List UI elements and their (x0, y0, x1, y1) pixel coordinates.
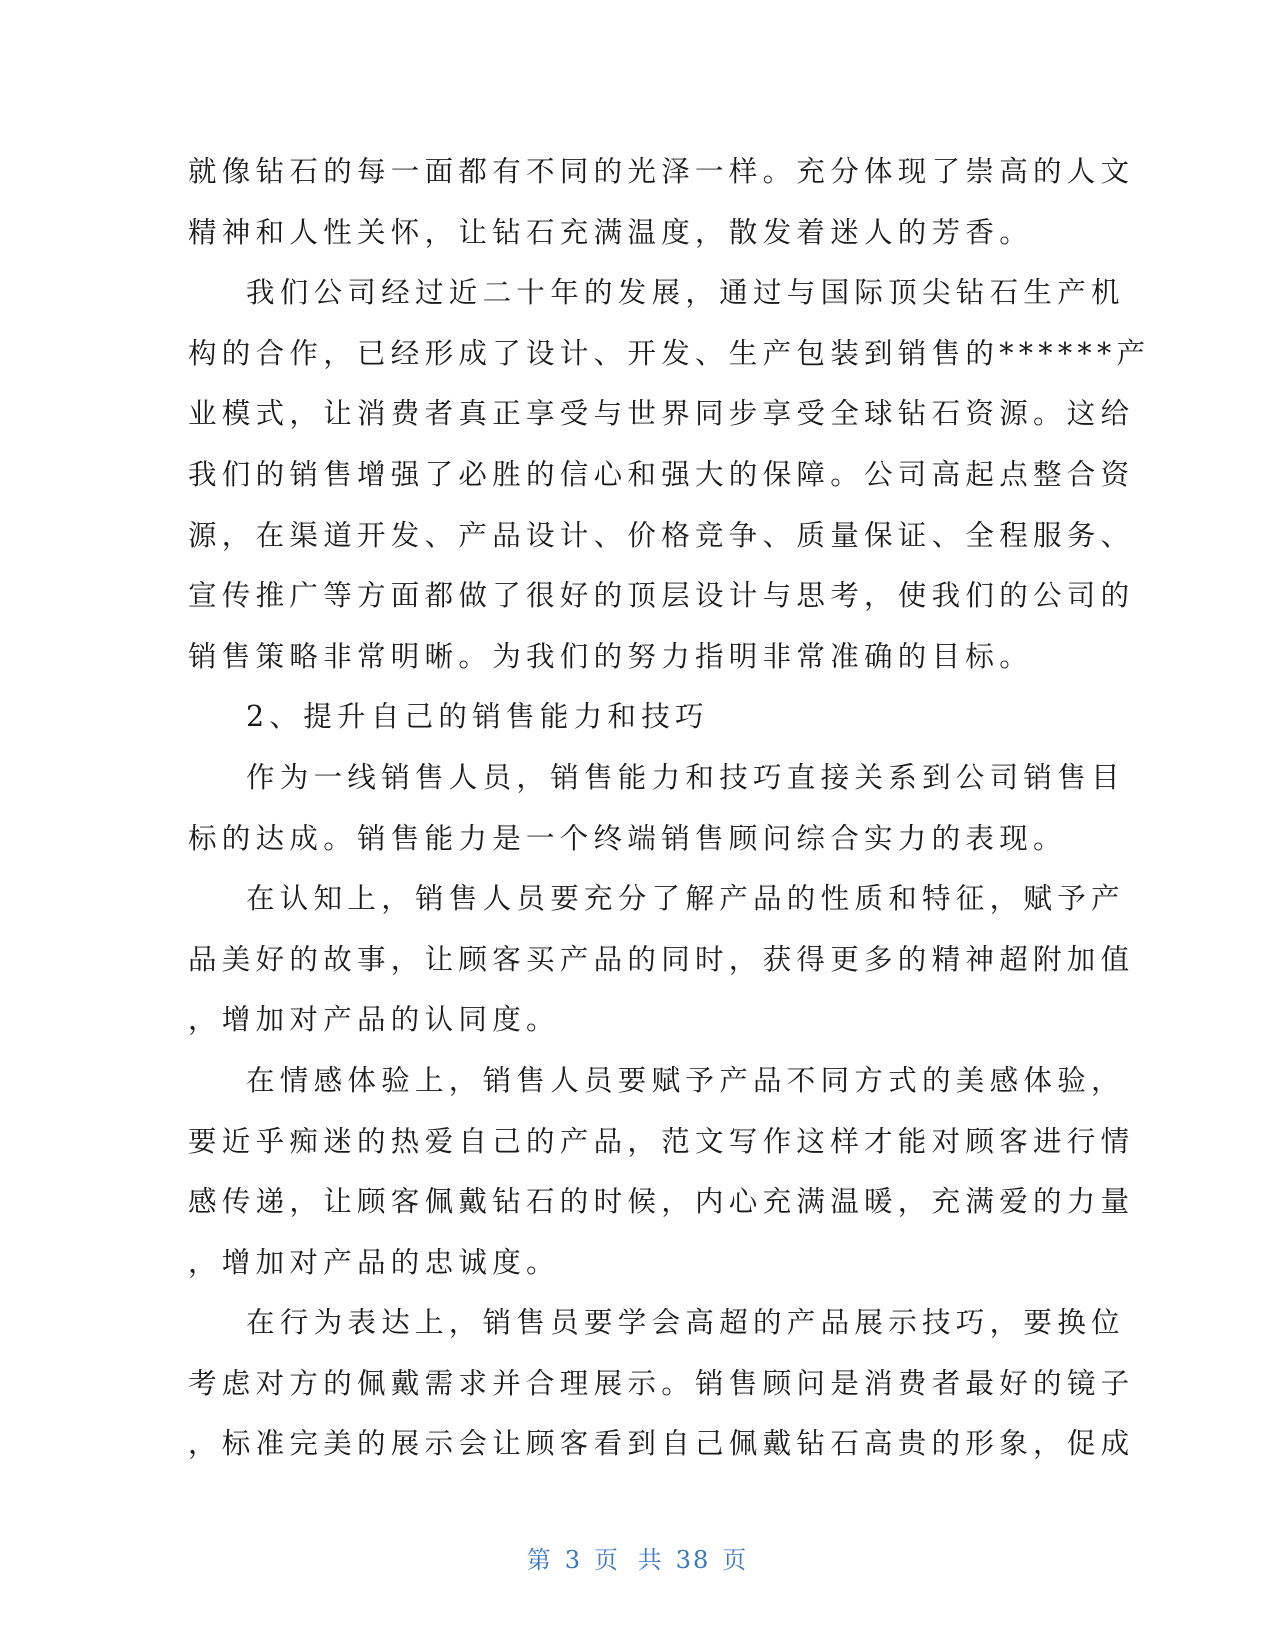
page-footer (0, 1540, 1275, 1575)
total-page-count: 38 (675, 1546, 711, 1574)
text-line: 构的合作，已经形成了设计、开发、生产包装到销售的******产 (188, 336, 1151, 370)
footer-suffix: 页 (722, 1546, 749, 1574)
text-line: 品美好的故事，让顾客买产品的同时，获得更多的精神超附加值 (188, 942, 1135, 976)
text-line: 2、提升自己的销售能力和技巧 (246, 700, 709, 734)
text-line: 精神和人性关怀，让钻石充满温度，散发着迷人的芳香。 (188, 215, 1034, 249)
text-line: 要近乎痴迷的热爱自己的产品，范文写作这样才能对顾客进行情 (188, 1124, 1135, 1158)
text-line: ，增加对产品的忠诚度。 (188, 1245, 560, 1279)
text-line: 源，在渠道开发、产品设计、价格竞争、质量保证、全程服务、 (188, 518, 1135, 552)
text-line: 感传递，让顾客佩戴钻石的时候，内心充满温暖，充满爱的力量 (188, 1185, 1135, 1219)
text-line: 业模式，让消费者真正享受与世界同步享受全球钻石资源。这给 (188, 397, 1135, 431)
footer-prefix: 第 (526, 1546, 553, 1574)
text-line: 宣传推广等方面都做了很好的顶层设计与思考，使我们的公司的 (188, 579, 1135, 613)
text-line: 在行为表达上，销售员要学会高超的产品展示技巧，要换位 (246, 1306, 1125, 1340)
text-line: 我们公司经过近二十年的发展，通过与国际顶尖钻石生产机 (246, 276, 1125, 310)
text-line: 我们的销售增强了必胜的信心和强大的保障。公司高起点整合资 (188, 457, 1135, 491)
text-line: 在情感体验上，销售人员要赋予产品不同方式的美感体验， (246, 1063, 1125, 1097)
text-line: 考虑对方的佩戴需求并合理展示。销售顾问是消费者最好的镜子 (188, 1366, 1135, 1400)
text-line: 销售策略非常明晰。为我们的努力指明非常准确的目标。 (188, 639, 1034, 673)
text-line: 标的达成。销售能力是一个终端销售顾问综合实力的表现。 (188, 821, 1067, 855)
document-body (188, 142, 1151, 1475)
text-line: 在认知上，销售人员要充分了解产品的性质和特征，赋予产 (246, 882, 1125, 916)
current-page-number: 3 (564, 1546, 583, 1574)
text-line: 就像钻石的每一面都有不同的光泽一样。充分体现了崇高的人文 (188, 155, 1135, 188)
text-line: ，标准完美的展示会让顾客看到自己佩戴钻石高贵的形象，促成 (188, 1427, 1135, 1461)
footer-middle: 页 共 (594, 1546, 664, 1574)
text-line: ，增加对产品的认同度。 (188, 1003, 560, 1037)
text-line: 作为一线销售人员，销售能力和技巧直接关系到公司销售目 (246, 760, 1125, 794)
